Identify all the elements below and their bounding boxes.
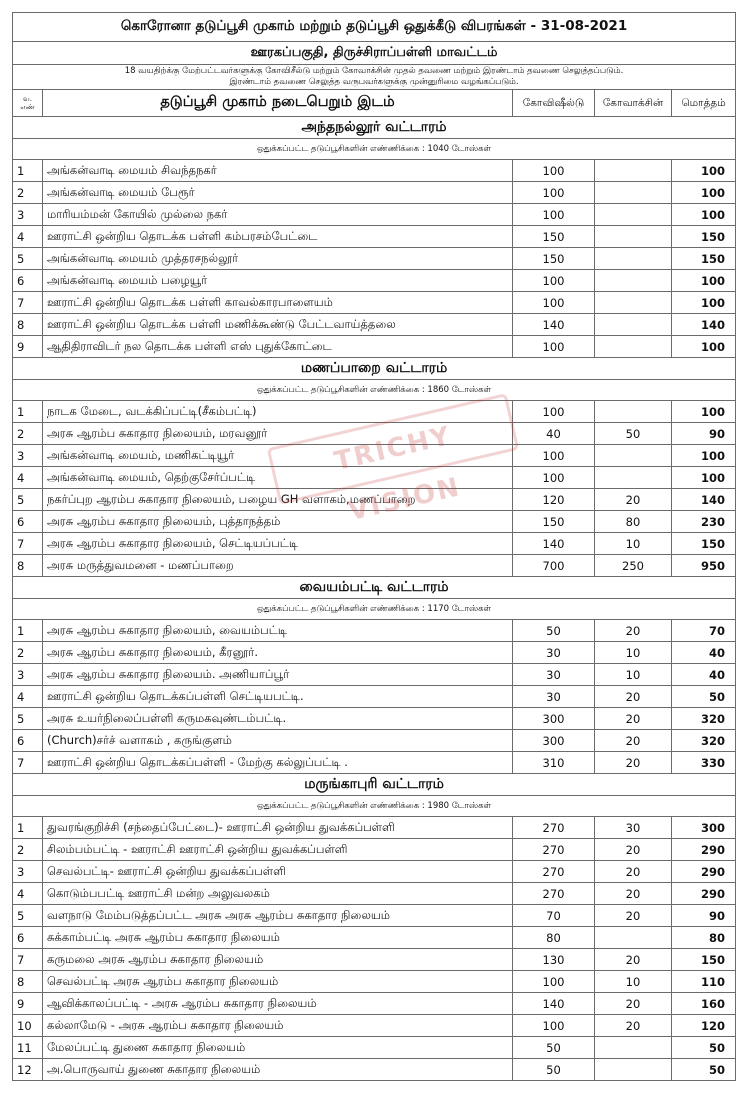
covaxin-count: 20 (595, 861, 672, 883)
table-row (13, 708, 736, 730)
column-header-covishield: கோவிஷீல்டு (513, 90, 595, 117)
column-header-total: மொத்தம் (672, 90, 736, 117)
total-count: 100 (672, 292, 736, 314)
covaxin-count (595, 160, 672, 182)
covaxin-count: 10 (595, 642, 672, 664)
table-row (13, 1037, 736, 1059)
total-count: 100 (672, 401, 736, 423)
table-row (13, 949, 736, 971)
block-name: மருங்காபுரி வட்டாரம் (13, 774, 736, 796)
total-count: 150 (672, 226, 736, 248)
total-count: 70 (672, 620, 736, 642)
total-count: 230 (672, 511, 736, 533)
covaxin-count (595, 1037, 672, 1059)
covaxin-count (595, 292, 672, 314)
covaxin-count: 20 (595, 752, 672, 774)
total-count: 290 (672, 839, 736, 861)
table-row (13, 905, 736, 927)
covaxin-count (595, 445, 672, 467)
serial-number: 7 (13, 752, 43, 774)
table-row (13, 927, 736, 949)
covaxin-count (595, 314, 672, 336)
total-count: 150 (672, 949, 736, 971)
table-row (13, 686, 736, 708)
camp-place: அங்கன்வாடி மையம், மணிகட்டியூர் (43, 445, 513, 467)
covishield-count: 100 (513, 182, 595, 204)
serial-number: 7 (13, 533, 43, 555)
covishield-count: 100 (513, 204, 595, 226)
table-row (13, 533, 736, 555)
total-count: 50 (672, 1037, 736, 1059)
camp-place: மாரியம்மன் கோயில் முல்லை நகர் (43, 204, 513, 226)
table-row (13, 817, 736, 839)
covishield-count: 70 (513, 905, 595, 927)
covishield-count: 140 (513, 314, 595, 336)
covishield-count: 120 (513, 489, 595, 511)
allocated-doses-row (13, 599, 736, 620)
total-count: 80 (672, 927, 736, 949)
covishield-count: 100 (513, 401, 595, 423)
camp-place: சுக்காம்பட்டி அரசு ஆரம்ப சுகாதார நிலையம் (43, 927, 513, 949)
covaxin-count: 20 (595, 620, 672, 642)
serial-number: 9 (13, 336, 43, 358)
table-row (13, 839, 736, 861)
covishield-count: 140 (513, 533, 595, 555)
camp-place: ஊராட்சி ஒன்றிய தொடக்க பள்ளி மணிக்கூண்டு பேட்டவாய்த்தலை (43, 314, 513, 336)
covaxin-count (595, 927, 672, 949)
covaxin-count: 20 (595, 883, 672, 905)
total-count: 320 (672, 708, 736, 730)
covaxin-count: 20 (595, 489, 672, 511)
column-header-place: தடுப்பூசி முகாம் நடைபெறும் இடம் (43, 90, 513, 117)
total-count: 950 (672, 555, 736, 577)
serial-number: 6 (13, 927, 43, 949)
camp-place: அங்கன்வாடி மையம், தெற்குசேர்ப்பட்டி (43, 467, 513, 489)
total-count: 330 (672, 752, 736, 774)
covishield-count: 100 (513, 445, 595, 467)
camp-place: கருமலை அரசு ஆரம்ப சுகாதார நிலையம் (43, 949, 513, 971)
total-count: 100 (672, 467, 736, 489)
covishield-count: 40 (513, 423, 595, 445)
note-line-1: 18 வயதிற்க்கு மேற்பட்டவர்களுக்கு கோவிசீல்டு மற்றும் கோவாக்சின் முதல் தவணை மற்றும் இரண்டாம் தவணை செலுத்தப்படும். (124, 66, 624, 76)
table-row (13, 226, 736, 248)
covaxin-count: 20 (595, 686, 672, 708)
camp-place: கொடும்பபட்டி ஊராட்சி மன்ற அலுவலகம் (43, 883, 513, 905)
allocated-doses: ஒதுக்கப்பட்ட தடுப்பூசிகளின் எண்ணிக்கை : 1860 டோஸ்கள் (13, 380, 736, 401)
serial-number: 4 (13, 686, 43, 708)
serial-number: 3 (13, 861, 43, 883)
covaxin-count (595, 467, 672, 489)
covishield-count: 100 (513, 292, 595, 314)
vaccination-table (12, 12, 736, 1081)
covishield-count: 50 (513, 1059, 595, 1081)
table-row (13, 1059, 736, 1081)
total-count: 290 (672, 883, 736, 905)
camp-place: அரசு ஆரம்ப சுகாதார நிலையம், வையம்பட்டி (43, 620, 513, 642)
block-name: மணப்பாறை வட்டாரம் (13, 358, 736, 380)
covishield-count: 100 (513, 270, 595, 292)
table-row (13, 993, 736, 1015)
covaxin-count: 10 (595, 533, 672, 555)
camp-place: ஆவிக்காலப்பட்டி - அரசு ஆரம்ப சுகாதார நிலையம் (43, 993, 513, 1015)
serial-number: 9 (13, 993, 43, 1015)
covishield-count: 140 (513, 993, 595, 1015)
total-count: 140 (672, 489, 736, 511)
covaxin-count: 50 (595, 423, 672, 445)
serial-number: 10 (13, 1015, 43, 1037)
total-count: 110 (672, 971, 736, 993)
eligibility-note (13, 65, 736, 90)
covishield-count: 100 (513, 971, 595, 993)
covishield-count: 270 (513, 839, 595, 861)
serial-number: 1 (13, 160, 43, 182)
block-header-row (13, 117, 736, 139)
allocated-doses-row (13, 380, 736, 401)
allocated-doses-row (13, 139, 736, 160)
covaxin-count: 10 (595, 971, 672, 993)
serial-number: 6 (13, 511, 43, 533)
covishield-count: 30 (513, 664, 595, 686)
table-row (13, 248, 736, 270)
page-subtitle: ஊரகப்பகுதி, திருச்சிராப்பள்ளி மாவட்டம் (13, 42, 736, 65)
covishield-count: 80 (513, 927, 595, 949)
serial-number: 1 (13, 620, 43, 642)
table-row (13, 620, 736, 642)
serial-number: 5 (13, 489, 43, 511)
covaxin-count: 20 (595, 1015, 672, 1037)
column-header-covaxin: கோவாக்சின் (595, 90, 672, 117)
covishield-count: 30 (513, 686, 595, 708)
allocated-doses: ஒதுக்கப்பட்ட தடுப்பூசிகளின் எண்ணிக்கை : 1040 டோஸ்கள் (13, 139, 736, 160)
table-row (13, 664, 736, 686)
total-count: 100 (672, 336, 736, 358)
covishield-count: 30 (513, 642, 595, 664)
covaxin-count: 20 (595, 949, 672, 971)
allocated-doses-row (13, 796, 736, 817)
camp-place: அரசு ஆரம்ப சுகாதார நிலையம், கீரனூர். (43, 642, 513, 664)
serial-number: 11 (13, 1037, 43, 1059)
camp-place: அங்கன்வாடி மையம் பேரூர் (43, 182, 513, 204)
camp-place: ஊராட்சி ஒன்றிய தொடக்கப்பள்ளி - மேற்கு கல்லுப்பட்டி . (43, 752, 513, 774)
covaxin-count: 30 (595, 817, 672, 839)
serial-number: 5 (13, 905, 43, 927)
serial-number: 4 (13, 883, 43, 905)
watermark-logo: TRICHY VISION (267, 393, 520, 505)
serial-number: 8 (13, 314, 43, 336)
covishield-count: 100 (513, 336, 595, 358)
table-row (13, 401, 736, 423)
camp-place: துவரங்குறிச்சி (சந்தைப்பேட்டை)- ஊராட்சி ஒன்றிய துவக்கப்பள்ளி (43, 817, 513, 839)
total-count: 40 (672, 664, 736, 686)
column-header-row (13, 90, 736, 117)
total-count: 40 (672, 642, 736, 664)
serial-number: 4 (13, 226, 43, 248)
camp-place: வளநாடு மேம்படுத்தப்பட்ட அரசு அரசு ஆரம்ப சுகாதார நிலையம் (43, 905, 513, 927)
table-row (13, 730, 736, 752)
camp-place: அங்கன்வாடி மையம் சிவந்தநகர் (43, 160, 513, 182)
camp-place: அரசு ஆரம்ப சுகாதார நிலையம், மரவனூர் (43, 423, 513, 445)
camp-place: ஊராட்சி ஒன்றிய தொடக்க பள்ளி கம்பரசம்பேட்டை (43, 226, 513, 248)
covaxin-count: 10 (595, 664, 672, 686)
camp-place: ஊராட்சி ஒன்றிய தொடக்க பள்ளி காவல்காரபாளையம் (43, 292, 513, 314)
table-row (13, 182, 736, 204)
camp-place: அரசு ஆரம்ப சுகாதார நிலையம். அணியாப்பூர் (43, 664, 513, 686)
total-count: 100 (672, 270, 736, 292)
camp-place: கல்லாமேடு - அரசு ஆரம்ப சுகாதார நிலையம் (43, 1015, 513, 1037)
table-row (13, 1015, 736, 1037)
total-count: 320 (672, 730, 736, 752)
covaxin-count (595, 401, 672, 423)
block-header-row (13, 577, 736, 599)
covaxin-count (595, 248, 672, 270)
camp-place: நகர்ப்புற ஆரம்ப சுகாதார நிலையம், பழைய GH வளாகம்,மணப்பாறை (43, 489, 513, 511)
camp-place: அ.பொருவாய் துணை சுகாதார நிலையம் (43, 1059, 513, 1081)
serial-number: 5 (13, 248, 43, 270)
camp-place: அரசு உயர்நிலைப்பள்ளி கருமகவுண்டம்பட்டி. (43, 708, 513, 730)
table-row (13, 883, 736, 905)
covishield-count: 270 (513, 861, 595, 883)
camp-place: அரசு ஆரம்ப சுகாதார நிலையம், புத்தாநத்தம் (43, 511, 513, 533)
column-header-serial: வ. எண் (13, 90, 43, 117)
table-row (13, 971, 736, 993)
table-row (13, 861, 736, 883)
camp-place: மேலப்பட்டி துணை சுகாதார நிலையம் (43, 1037, 513, 1059)
table-row (13, 642, 736, 664)
total-count: 100 (672, 160, 736, 182)
covishield-count: 50 (513, 620, 595, 642)
total-count: 150 (672, 533, 736, 555)
camp-place: ஆதிதிராவிடர் நல தொடக்க பள்ளி எஸ் புதுக்கோட்டை (43, 336, 513, 358)
camp-place: அரசு ஆரம்ப சுகாதார நிலையம், செட்டியப்பட்டி (43, 533, 513, 555)
total-count: 160 (672, 993, 736, 1015)
covishield-count: 300 (513, 730, 595, 752)
covaxin-count (595, 226, 672, 248)
covishield-count: 150 (513, 248, 595, 270)
covaxin-count (595, 336, 672, 358)
total-count: 50 (672, 686, 736, 708)
table-row (13, 292, 736, 314)
covaxin-count (595, 270, 672, 292)
serial-number: 1 (13, 401, 43, 423)
total-count: 90 (672, 423, 736, 445)
covishield-count: 130 (513, 949, 595, 971)
covishield-count: 150 (513, 511, 595, 533)
camp-place: அங்கன்வாடி மையம் முத்தரசநல்லூர் (43, 248, 513, 270)
table-row (13, 336, 736, 358)
covishield-count: 150 (513, 226, 595, 248)
covaxin-count (595, 1059, 672, 1081)
total-count: 300 (672, 817, 736, 839)
serial-number: 6 (13, 730, 43, 752)
total-count: 140 (672, 314, 736, 336)
covishield-count: 270 (513, 883, 595, 905)
covishield-count: 100 (513, 467, 595, 489)
serial-number: 2 (13, 423, 43, 445)
covishield-count: 50 (513, 1037, 595, 1059)
serial-number: 7 (13, 949, 43, 971)
covishield-count: 100 (513, 1015, 595, 1037)
table-row (13, 270, 736, 292)
covishield-count: 270 (513, 817, 595, 839)
camp-place: ஊராட்சி ஒன்றிய தொடக்கப்பள்ளி செட்டியபட்டி. (43, 686, 513, 708)
serial-number: 7 (13, 292, 43, 314)
note-line-2: இரண்டாம் தவணை செலுத்த வருபவர்களுக்கு முன்னுரிமை வழங்கப்படும். (229, 77, 519, 87)
camp-place: நாடக மேடை, வடக்கிப்பட்டி(சீகம்பட்டி) (43, 401, 513, 423)
serial-number: 6 (13, 270, 43, 292)
camp-place: அரசு மருத்துவமனை - மணப்பாறை (43, 555, 513, 577)
camp-place: (Church)சர்ச் வளாகம் , கருங்குளம் (43, 730, 513, 752)
table-row (13, 204, 736, 226)
serial-number: 3 (13, 204, 43, 226)
covaxin-count: 80 (595, 511, 672, 533)
total-count: 150 (672, 248, 736, 270)
serial-number: 8 (13, 971, 43, 993)
covaxin-count: 20 (595, 905, 672, 927)
total-count: 120 (672, 1015, 736, 1037)
covaxin-count: 20 (595, 730, 672, 752)
covaxin-count (595, 204, 672, 226)
serial-number: 12 (13, 1059, 43, 1081)
serial-number: 4 (13, 467, 43, 489)
covishield-count: 300 (513, 708, 595, 730)
allocated-doses: ஒதுக்கப்பட்ட தடுப்பூசிகளின் எண்ணிக்கை : 1170 டோஸ்கள் (13, 599, 736, 620)
covaxin-count: 20 (595, 993, 672, 1015)
serial-number: 2 (13, 839, 43, 861)
serial-number: 3 (13, 445, 43, 467)
covishield-count: 100 (513, 160, 595, 182)
allocated-doses: ஒதுக்கப்பட்ட தடுப்பூசிகளின் எண்ணிக்கை : 1980 டோஸ்கள் (13, 796, 736, 817)
covaxin-count: 20 (595, 708, 672, 730)
covishield-count: 700 (513, 555, 595, 577)
camp-place: சிலம்பம்பட்டி - ஊராட்சி ஊராட்சி ஒன்றிய துவக்கப்பள்ளி (43, 839, 513, 861)
serial-number: 8 (13, 555, 43, 577)
total-count: 100 (672, 182, 736, 204)
camp-place: செவல்பட்டி அரசு ஆரம்ப சுகாதார நிலையம் (43, 971, 513, 993)
covaxin-count (595, 182, 672, 204)
block-header-row (13, 358, 736, 380)
table-row (13, 555, 736, 577)
total-count: 50 (672, 1059, 736, 1081)
document-sheet (12, 12, 735, 1081)
covaxin-count: 250 (595, 555, 672, 577)
total-count: 100 (672, 445, 736, 467)
total-count: 90 (672, 905, 736, 927)
serial-number: 2 (13, 642, 43, 664)
serial-number: 3 (13, 664, 43, 686)
covaxin-count: 20 (595, 839, 672, 861)
covishield-count: 310 (513, 752, 595, 774)
total-count: 290 (672, 861, 736, 883)
serial-number: 1 (13, 817, 43, 839)
block-header-row (13, 774, 736, 796)
total-count: 100 (672, 204, 736, 226)
camp-place: அங்கன்வாடி மையம் பழையூர் (43, 270, 513, 292)
page-title: கொரோனா தடுப்பூசி முகாம் மற்றும் தடுப்பூசி ஒதுக்கீடு விபரங்கள் - 31-08-2021 (13, 13, 736, 42)
serial-number: 5 (13, 708, 43, 730)
table-row (13, 752, 736, 774)
table-row (13, 160, 736, 182)
camp-place: செவல்பட்டி- ஊராட்சி ஒன்றிய துவக்கப்பள்ளி (43, 861, 513, 883)
block-name: அந்தநல்லூர் வட்டாரம் (13, 117, 736, 139)
block-name: வையம்பட்டி வட்டாரம் (13, 577, 736, 599)
table-row (13, 314, 736, 336)
serial-number: 2 (13, 182, 43, 204)
